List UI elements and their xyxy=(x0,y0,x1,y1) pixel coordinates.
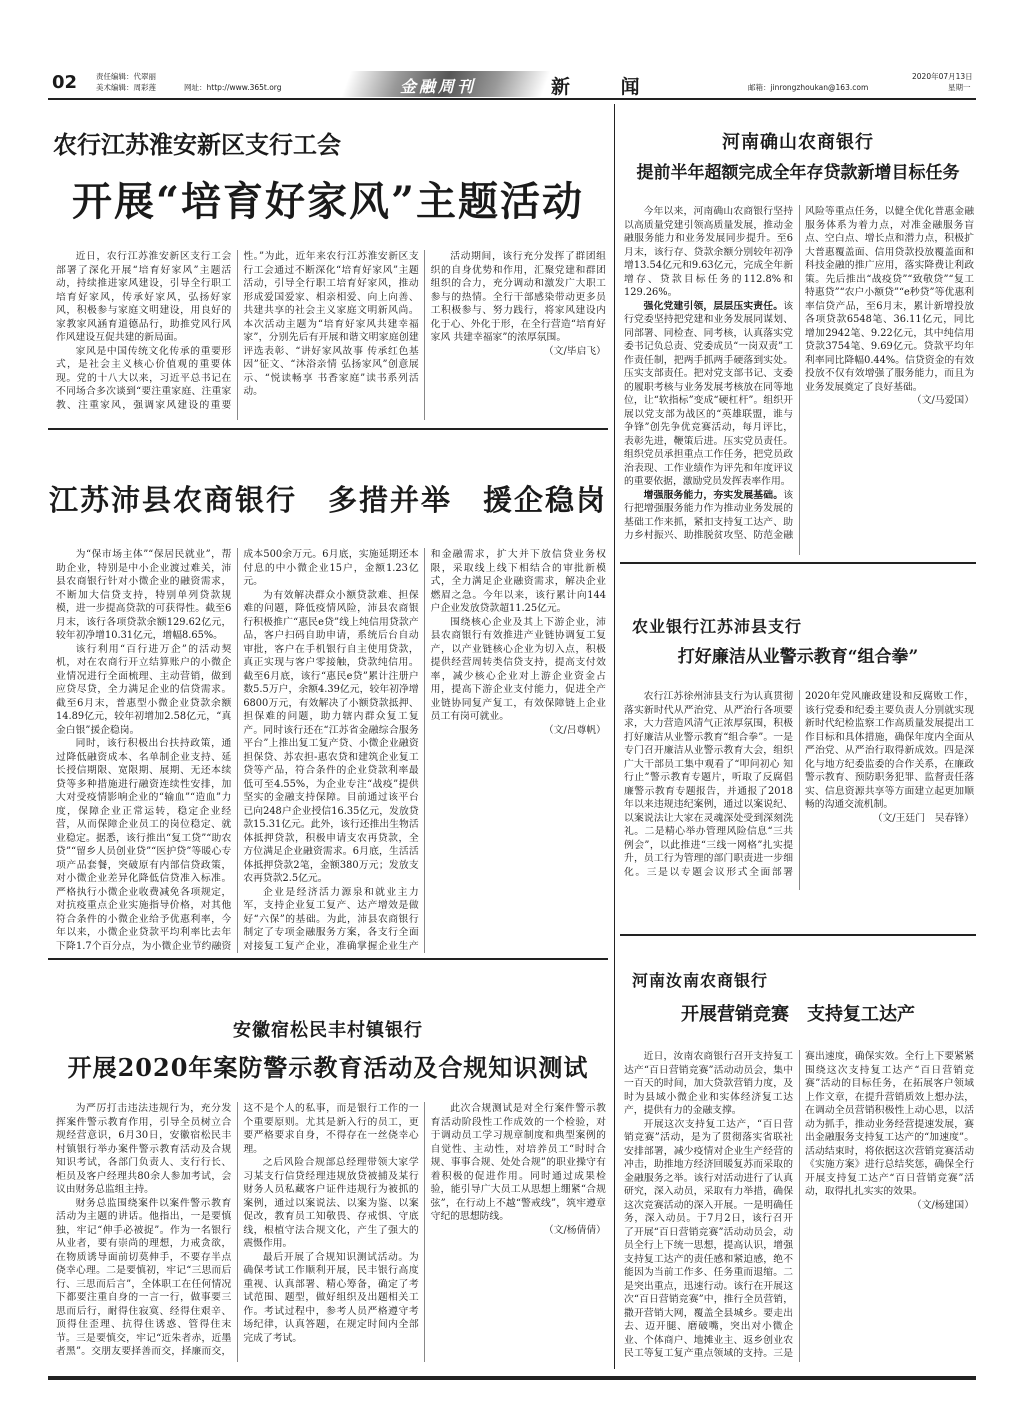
paragraph: 最后开展了合规知识测试活动。为确保考试工作顺利开展，民丰银行高度重视、认真部署、精心筹备，确定了考试范围、题型，做好组织及出题相关工作。考试过程中，参考人员严格遵守考场纪律，认真答题，在规定时间内全部完成了考试。 xyxy=(243,1251,419,1344)
article-kicker: 安徽宿松民丰村镇银行 xyxy=(233,1020,423,1041)
article-title: 提前半年超额完成全年存贷款新增目标任务 xyxy=(636,163,960,183)
byline: （文/杨建国） xyxy=(911,1199,974,1211)
paragraph xyxy=(624,300,793,489)
section-name: 新 闻 xyxy=(551,76,662,98)
paragraph: 近日，汝南农商银行召开支持复工达产“百日营销竞赛”活动动员会，集中一百天的时间，加大贷款营销力度，及时为县域小微企业和实体经济复工达产，提供有力的金融支撑。 xyxy=(624,1051,793,1116)
website-line: 网址：http://www.365t.org xyxy=(184,83,282,92)
article-kicker: 农业银行江苏沛县支行 xyxy=(632,617,803,636)
brand-name: 金融周刊 xyxy=(400,77,477,96)
paragraph: 该行利用“百行进万企”的活动契机，对在农商行开立结算账户的小微企业情况进行全面梳理、主动营销，做到应贷尽贷，全力满足企业的信贷需求。截至6月末，普惠型小微企业贷款余额14.89亿元，较年初增加2.58亿元，“真金白银”援企稳岗。 xyxy=(56,643,232,736)
paragraph: 农行江苏徐州沛县支行为认真贯彻落实新时代从严治党、从严治行各项要求，大力营造风清气正浓厚氛围，积极打好廉洁从业警示教育“组合拳”。一是专门召开廉洁从业警示教育大会，组织广大干部员工集中观看了“叩问初心 知行止”警示教育专题片，听取了反腐倡廉警示教育专题报告，并通报了2018年以来违规违纪案例，通过以案说纪、以案说法让大家在灵魂深处受到深刻洗礼。二是精心举办管理风险信息“三共例会”，以此推进“三线一网格”扎实提升，员工行为管理的部门职责进一步细化。三是以专题会议形式全面部署2020年党风廉政建设和反腐败工作，该行党委和纪委主要负责人分别就实现新时代纪检监察工作高质量发展提出工作目标和具体措施，确保年度内全面从严治党、从严治行取得新成效。四是深化与地方纪委监委的合作关系，在廉政警示教育、预防职务犯罪、监督责任落实、信息资源共享等方面建立起更加顺畅的沟通交流机制。 xyxy=(624,691,974,878)
byline: （文/杨倩倩） xyxy=(543,1224,606,1236)
paragraph: 企业是经济活力源泉和就业主力军，支持企业复工复产、达产增效是做好“六保”的基础。为此，沛县农商银行制定了专项金融服务方案，各支行全面对接复工复产企业，准确掌握企业生产和金融需求，扩大并下放信贷业务权限，采取线上线下相结合的审批新模式，全力满足企业融资需求，解决企业燃眉之急。今年以来，该行累计向144户企业发放贷款超11.25亿元。 xyxy=(243,549,606,952)
paragraph: 财务总监围绕案件以案件警示教育活动为主题的讲话。他指出，一是要慎独，牢记“伸手必被捉”。作为一名银行从业者，要有崇尚的理想，力戒贪欲，在物质诱导面前切莫伸手，不要存半点侥幸心理。二是要慎初，牢记“三思而后行、三思而后言”，全体职工在任何情况下都要注重自身的一言一行，做事要三思而后行，耐得住寂寞、经得住艰辛、顶得住歪理、抗得住诱惑、管得住末节。三是要慎交，牢记“近朱者赤，近墨者黑”。交朋友要择善而交，择廉而交，这不是个人的私事，而是银行工作的一个重要原则。尤其是新入行的员工，更要严格要求自身，不得存在一丝侥幸心理。 xyxy=(56,1103,419,1357)
editor-line: 责任编辑：代翠丽 xyxy=(96,72,156,81)
section-rule xyxy=(48,428,608,430)
paragraph: 开展这次支持复工达产，“百日营销竞赛”活动，是为了贯彻落实省联社安排部署，减少疫情对企业生产经营的冲击，助推地方经济回暖复苏而采取的金融服务之举。该行对活动进行了认真研究，深入动员，采取有力举措，确保这次竞赛活动的深入开展。一是明确任务，深入动员。于7月2日，该行召开了开展“百日营销竞赛”活动动员会，动员全行上下统一思想，提高认识，增强支持复工达产的责任感和紧迫感，绝不能因为当前工作多、任务重而退缩。二是突出重点，迅速行动。该行在开展这次“百日营销竞赛”中，推行全员营销，撒开营销大网，覆盖全县城乡。要走出去、迈开腿、磨破嘴，突出对小微企业、个体商户、地摊业主、返乡创业农民工等复工复产重点领域的支持。三是赛出速度，确保实效。全行上下要紧紧围绕这次支持复工达产“百日营销竞赛”活动的目标任务，在拓展客户领域上作文章，在提升营销质效上想办法，在调动全员营销积极性上动心思，以活动为抓手，推动业务经营提速发展，赛出金融服务支持复工达产的“加速度”。活动结束时，将依据这次营销竞赛活动《实施方案》进行总结奖惩，确保全行开展支持复工达产“百日营销竞赛”活动，取得扎扎实实的效果。 xyxy=(624,1051,974,1359)
paragraph: 同时，该行积极出台扶持政策，通过降低融资成本、名单制企业支持、延长授信期限、宽限期、展期、无还本续贷等多种措施进行融资连续性安排，加大对受疫情影响企业的“输血”“造血”力度，保障企业正常运转，稳定企业经营，从而保障企业员工的岗位稳定、就业稳定。据悉，该行推出“复工贷”“助农贷”“留乡人员创业贷”“医护贷”等暖心专项产品套餐，突破原有内部信贷政策，对小微企业差异化降低信贷准入标准。严格执行小微企业收费减免各项规定，对抗疫重点企业实施指导价格，对其他符合条件的小微企业给予优惠利率，今年以来，小微企业贷款平均利率比去年下降1.7个百分点，为小微企业节约融资成本500余万元。6月底，实施延期还本付息的中小微企业15户，金额1.23亿元。 xyxy=(56,549,419,952)
section-rule xyxy=(620,934,976,936)
article-body xyxy=(56,250,606,420)
paragraph: 为严厉打击违法违规行为，充分发挥案件警示教育作用，引导全员树立合规经营意识，6月30日，安徽宿松民丰村镇银行举办案件警示教育活动及合规知识考试，各部门负责人、支行行长、柜员及客户经理共80余人参加考试，会议由财务总监组主持。 xyxy=(56,1103,232,1195)
paragraph: 活动期间，该行充分发挥了群团组织的自身优势和作用，汇聚党建和群团组织的合力，充分调动和激发广大职工参与的热情。全行干部感染带动更多员工积极参与、努力践行，将家风建设内化于心、外化于形，在全行营造“培育好家风 共建幸福家”的浓厚氛围。 xyxy=(430,251,606,343)
subhead: 强化党建引领，层层压实责任。 xyxy=(643,300,784,312)
subhead: 增强服务能力，夯实发展基础。 xyxy=(643,489,784,501)
byline: （文/吕尊帆） xyxy=(543,724,606,736)
paragraph: 为“保市场主体”“保居民就业”，帮助企业，特别是中小企业渡过难关，沛县农商银行针对小微企业的融资需求，不断加大信贷支持，特别单列贷款规模，进一步提高贷款的可获得性。截至6月末，该行各项贷款余额129.62亿元，较年初净增10.31亿元，增幅8.65%。 xyxy=(56,549,232,641)
article-kicker: 农行江苏淮安新区支行工会 xyxy=(53,130,341,159)
paragraph: 之后风险合规部总经理带领大家学习某支行信贷经理违规放贷被捕及某行财务人员私藏客户证件违规行为被抓的案例，通过以案说法、以案为鉴、以案促改，教育员工知敬畏、存戒惧、守底线，根植守法合规文化，产生了强大的震慑作用。 xyxy=(243,1157,419,1249)
date-line: 2020年07月13日 xyxy=(912,72,973,81)
article-title: 江苏沛县农商银行 多措并举 援企稳岗 xyxy=(48,483,607,517)
art-editor-line: 美术编辑：周彩莲 xyxy=(96,83,156,92)
article-body xyxy=(624,205,974,555)
article-title: 开展营销竞赛 支持复工达产 xyxy=(681,1004,915,1025)
bottom-rule xyxy=(48,1376,976,1380)
section-rule xyxy=(620,562,976,564)
article-kicker: 河南汝南农商银行 xyxy=(632,971,769,990)
byline: （文/马爱国） xyxy=(911,395,974,406)
paragraph: 为有效解决群众小额贷款难、担保难的问题，降低疫情风险，沛县农商银行积极推广“惠民e贷”线上纯信用贷款产品，客户扫码自助申请，系统后台自动审批，客户在手机银行自主使用贷款，真正实现与客户零接触，贷款纯信用。截至6月底，该行“惠民e贷”累计注册户数5.5万户，余额4.39亿元，较年初净增6800万元，有效解决了小额贷款抵押、担保难的问题，助力辖内群众复工复产。同时该行还在“江苏省金融综合服务平台”上推出复工复产贷、小微企业融资担保贷、苏农担-惠农贷和建筑企业复工贷等产品，符合条件的企业贷款利率最低可至4.55%，为企业专注“战疫”提供坚实的金融支持保障。目前通过该平台已向248户企业授信16.35亿元，发放贷款15.31亿元。此外，该行还推出生物活体抵押贷款，积极申请支农再贷款，全方位满足企业融资需求。6月底，生活活体抵押贷款2笔，金额380万元；发放支农再贷款2.5亿元。 xyxy=(243,589,419,884)
article-kicker: 河南确山农商银行 xyxy=(722,132,874,153)
paragraph: 今年以来，河南确山农商银行坚持以高质量党建引领高质量发展，推动金融服务能力和业务发展同步提升。至6月末，该行存、贷款余额分别较年初净增13.54亿元和9.63亿元，完成全年新增存、贷款目标任务的112.8%和129.26%。 xyxy=(624,206,793,298)
article-body xyxy=(56,548,606,953)
column-divider xyxy=(614,104,615,1369)
article-body xyxy=(56,1102,606,1362)
email-line: 邮箱：jinrongzhoukan@163.com xyxy=(748,83,869,92)
article-title: 打好廉洁从业警示教育“组合拳” xyxy=(677,647,919,667)
paragraph: 家风是中国传统文化传承的重要形式，是社会主义核心价值观的重要体现。党的十八大以来，习近平总书记在不同场合多次谈到“要注重家庭、注重家教、注重家风，强调家风建设的重要性。”为此，近年来农行江苏淮安新区支行工会通过不断深化“培育好家风”主题活动，引导全行职工培育好家风，推动形成爱国爱家、相亲相爱、向上向善、共建共享的社会主义家庭文明新风尚。本次活动主题为“培育好家风共建幸福家”，分别先后有开展和谐文明家庭创建评选表彰、“讲好家风故事 传承红色基因”征文、“沐浴亲情 弘扬家风”创意展示、“悦读畅享 书香家庭”读书系列活动。 xyxy=(56,251,419,411)
article-title: 开展2020年案防警示教育活动及合规知识测试 xyxy=(67,1053,589,1082)
paragraph: 围绕核心企业及其上下游企业，沛县农商银行有效推进产业链协调复工复产，以产业链核心企业为切入点，积极提供经营周转类信贷支持，提高支付效率，减少核心企业对上游企业资金占用，提高下游企业支付能力，促进全产业链协同复产复工，有效保障链上企业员工有岗可就业。 xyxy=(430,616,606,722)
article-body xyxy=(624,1050,974,1362)
byline: （文/毕启飞） xyxy=(543,345,606,357)
paragraph-text: 该行把增强服务能力作为推动业务发展的基础工作来抓，紧扣支持复工达产、助力乡村振兴、助推脱贫攻坚、防范金融风险等重点任务，以健全优化普惠金融服务体系为着力点，对准金融服务盲点、空白点、增长点和潜力点，积极扩大普惠覆盖面、信用贷款投放覆盖面和科技金融的推广应用，落实降费让利政策。先后推出“战疫贷”“致敬贷”“复工特惠贷”“农户小额贷”“e秒贷”等优惠利率信贷产品，至6月末，累计新增投放各项贷款6548笔、36.11亿元，同比增加2942笔、9.22亿元，其中纯信用贷款3754笔、9.69亿元。贷款平均年利率同比降幅0.44%。信贷资金的有效投放不仅有效增强了服务能力，而且为业务发展奠定了良好基础。 xyxy=(624,206,974,541)
byline: （文/王廷门 吴春锋） xyxy=(872,812,974,824)
section-rule xyxy=(48,958,608,960)
weekday-line: 星期一 xyxy=(948,83,971,92)
paragraph: 近日，农行江苏淮安新区支行工会部署了深化开展“培育好家风”主题活动，持续推进家风建设，引导全行职工培育好家风，传承好家风，弘扬好家风，积极参与家庭文明建设，用良好的家教家风涵育道德品行，助推党风行风作风建设互促共建的新局面。 xyxy=(56,251,232,343)
page-number: 02 xyxy=(52,72,78,93)
article-title: 开展“培育好家风”主题活动 xyxy=(71,178,584,225)
paragraph-text: 该行党委坚持把党建和业务发展同谋划、同部署、同检查、同考核，认真落实党委书记负总责、党委成员“一岗双责”工作责任制，把两手抓两手硬落到实处。压实支部责任。把对党支部书记、支委的履职考核与业务发展考核放在同等地位，让“软指标”变成“硬杠杆”。组织开展以党支部为战区的“英雄联盟，谁与争锋”创先争优竞赛活动，每月评比，表彰先进，鞭策后进。压实党员责任。组织党员承担重点工作任务，把党员政治表现、工作业绩作为评先和年度评议的重要依据，激励党员发挥表率作用。 xyxy=(624,300,793,487)
masthead xyxy=(48,70,976,100)
article-body xyxy=(624,690,974,890)
paragraph: 此次合规测试是对全行案件警示教育活动阶段性工作成效的一个检验，对于调动员工学习规章制度和典型案例的自觉性、主动性，对培养员工“时时合规、事事合规、处处合规”的职业操守有着积极的促进作用。同时通过成果检验，能引导广大员工从思想上绷紧“合规弦”，在行动上不越“警戒线”，筑牢遵章守纪的思想防线。 xyxy=(430,1103,606,1222)
